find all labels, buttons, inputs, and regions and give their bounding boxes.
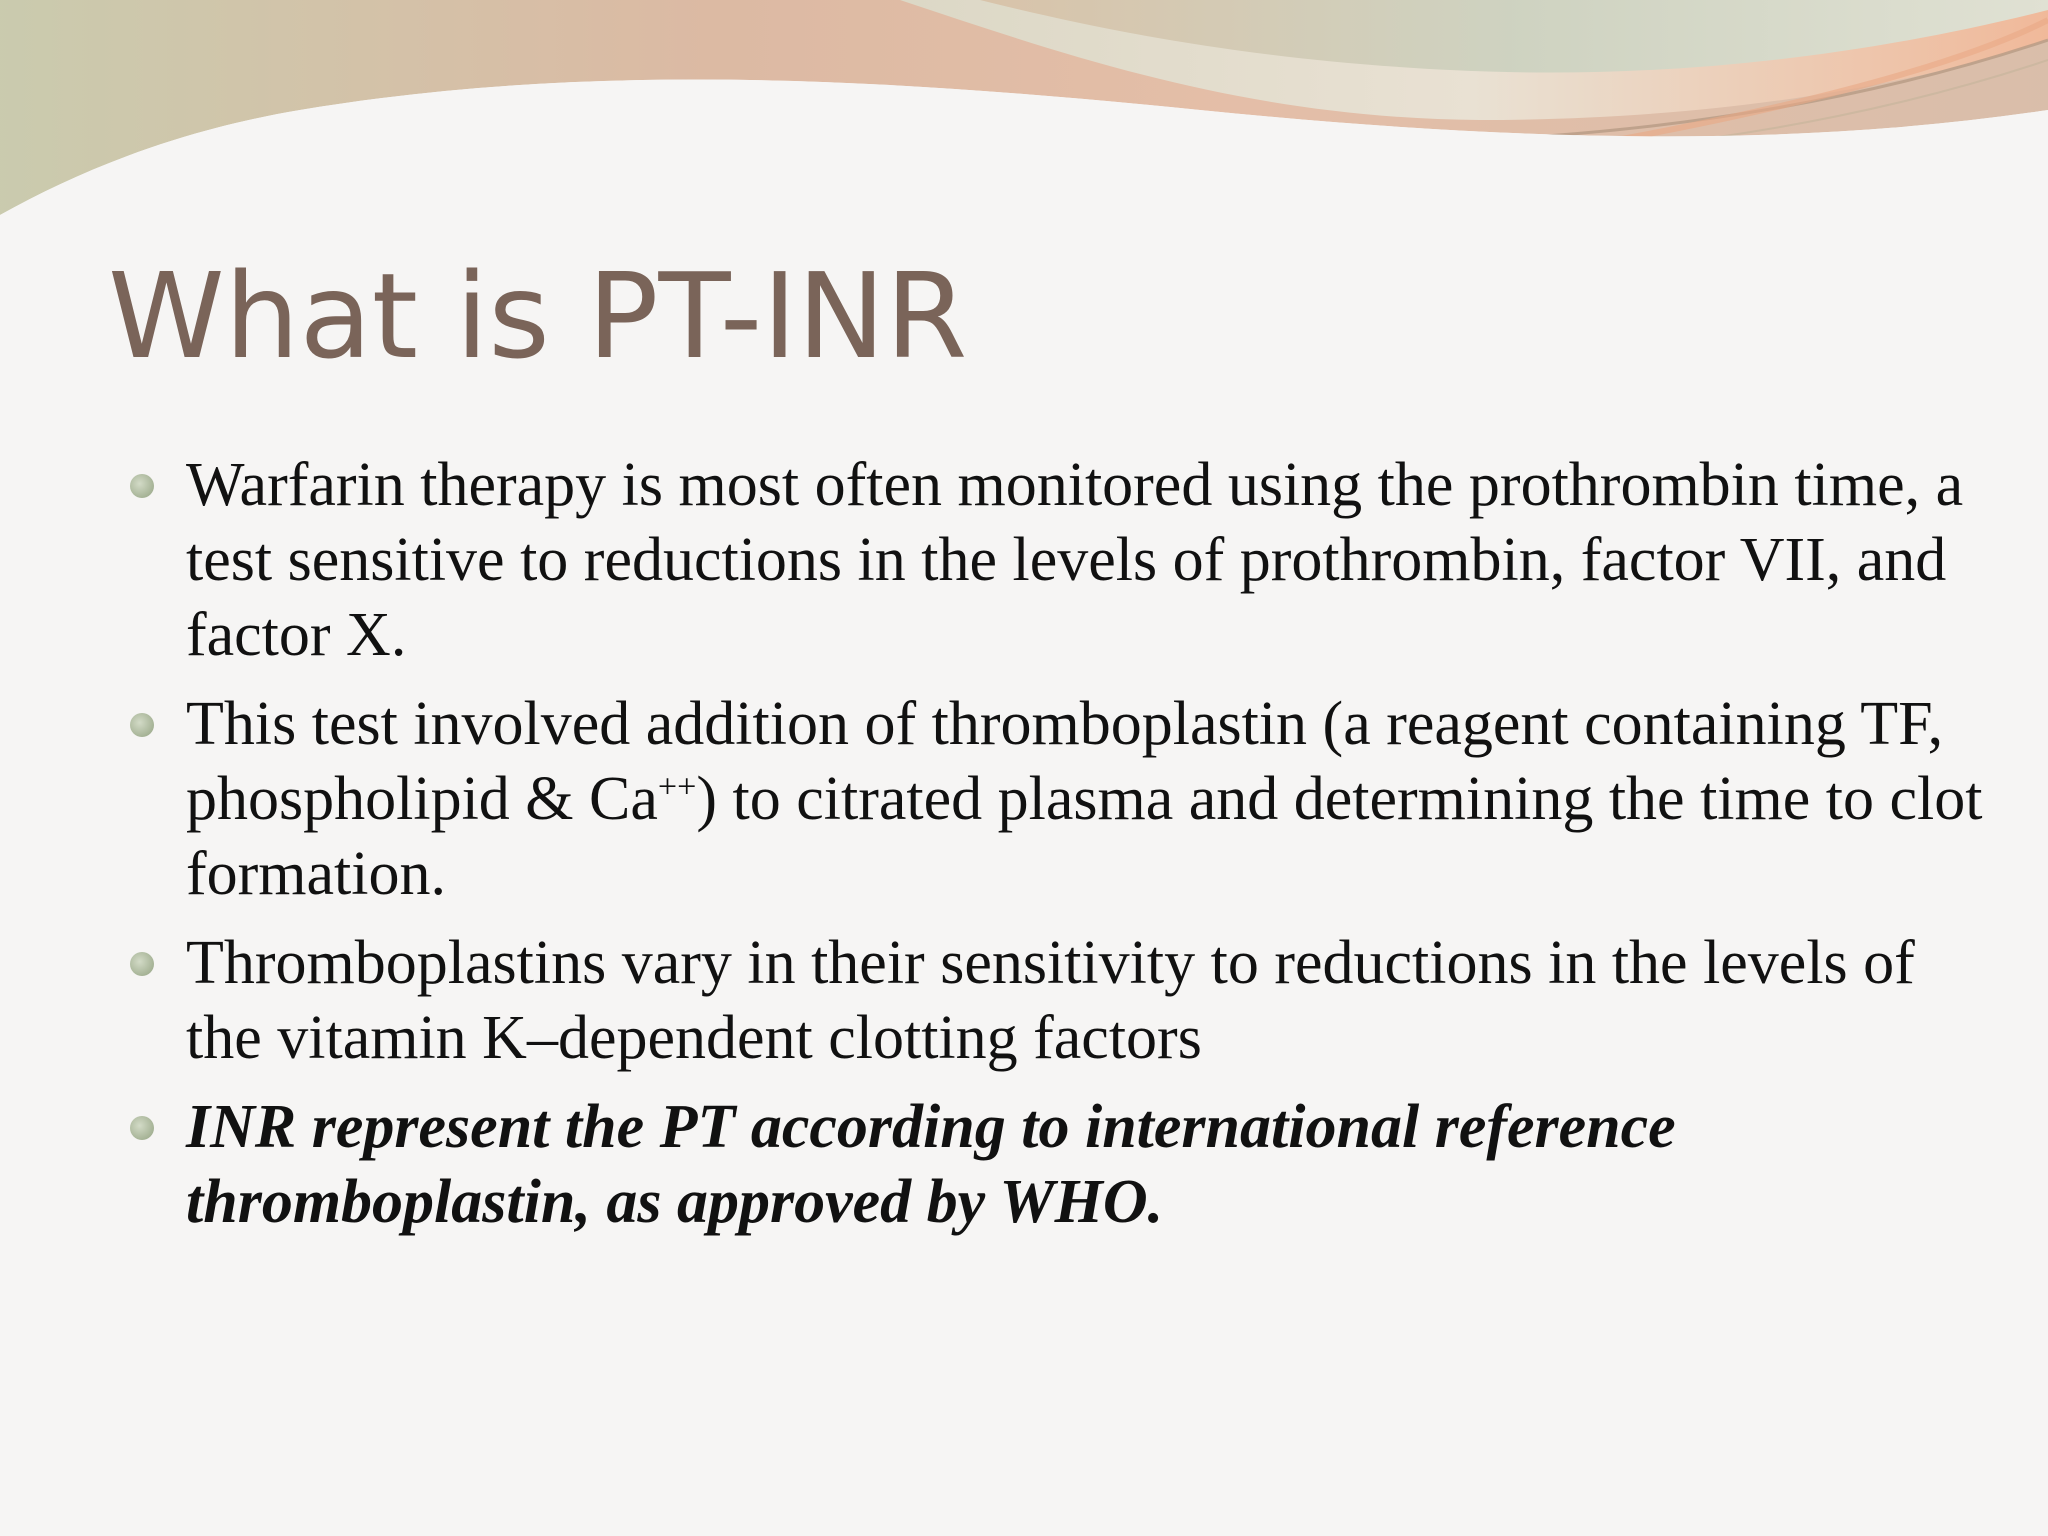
bullet-item — [126, 448, 1986, 673]
bullet-icon — [130, 1116, 154, 1140]
bullet-text: INR represent the PT according to international reference thromboplastin, as approved by WHO. — [186, 1093, 1676, 1236]
bullet-text: Warfarin therapy is most often monitored using the prothrombin time, a test sensitive to reductions in the levels of prothrombin, factor VII, and factor X. — [186, 451, 1964, 669]
slide-title: What is PT-INR — [108, 247, 968, 385]
header-wave-decoration — [0, 0, 2048, 240]
superscript: ++ — [657, 768, 697, 806]
bullet-item-emphasized — [126, 1090, 1986, 1240]
bullet-item — [126, 926, 1986, 1076]
bullet-icon — [130, 952, 154, 976]
bullet-text — [186, 690, 1982, 908]
bullet-text: Thromboplastins vary in their sensitivity to reductions in the levels of the vitamin K–dependent clotting factors — [186, 929, 1915, 1072]
bullet-text-part: This test involved addition of thromboplastin (a reagent containing TF, phospholipid & Ca — [186, 690, 1944, 833]
bullet-list — [126, 448, 1986, 1254]
bullet-icon — [130, 474, 154, 498]
bullet-icon — [130, 713, 154, 737]
bullet-item — [126, 687, 1986, 912]
bullet-text-part: ) to citrated plasma and determining the time to clot formation. — [186, 765, 1983, 908]
